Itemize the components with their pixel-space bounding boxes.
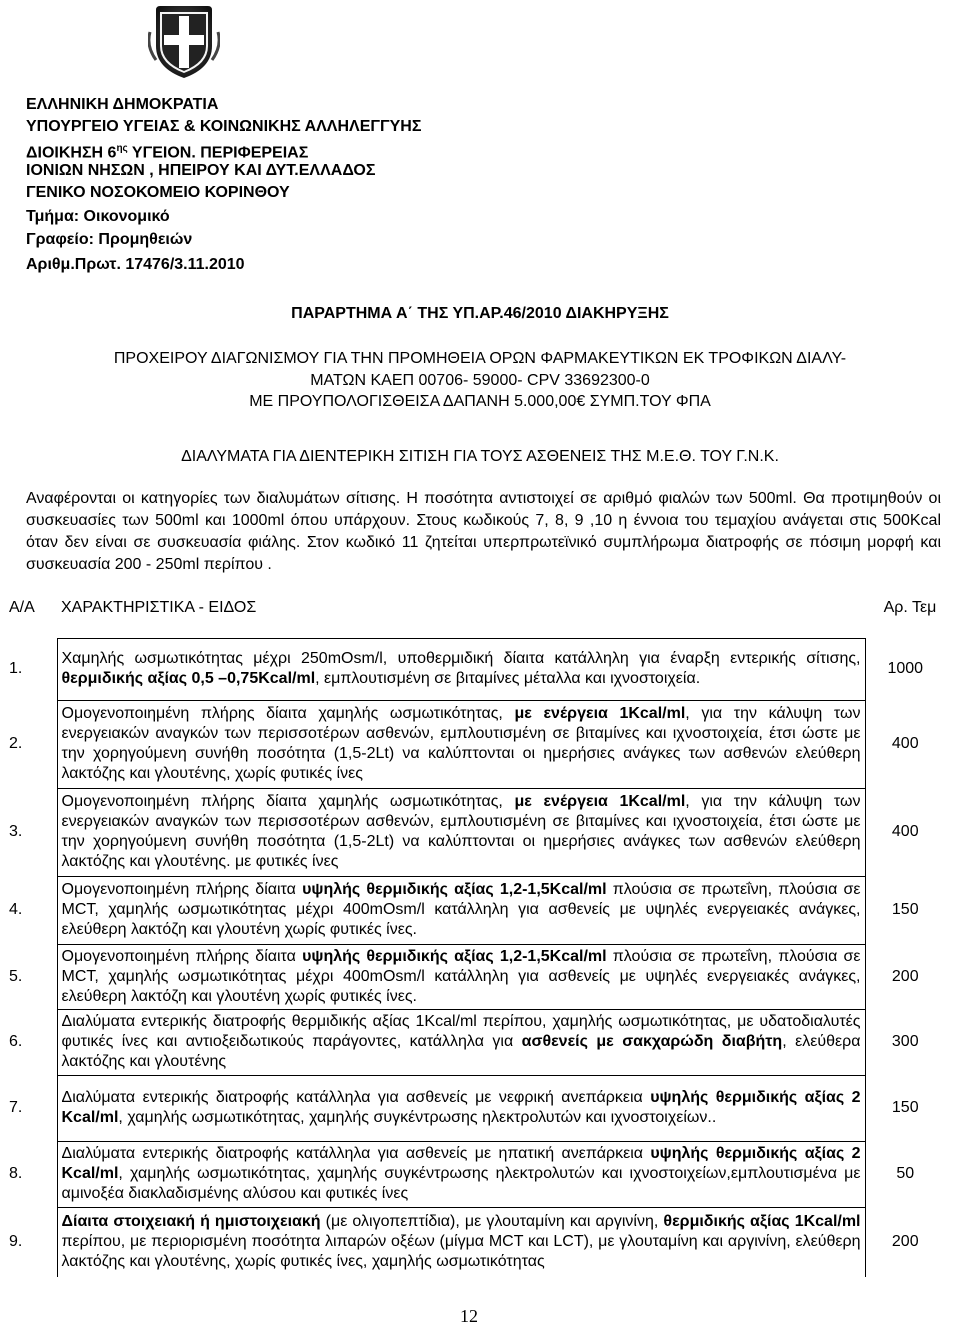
table-row (1, 638, 945, 700)
row-number: 4. (9, 901, 23, 918)
description-text: , χαμηλής ωσμωτικότητας, χαμηλής συγκέντρωσης ηλεκτρολυτών και ιχνοστοιχείων.. (118, 1109, 717, 1126)
hospital-name: ΓΕΝΙΚΟ ΝΟΣΟΚΟΜΕΙΟ ΚΟΡΙΝΘΟΥ (26, 184, 290, 201)
description-text: πλούσια σε πρωτεΐνη, πλούσια σε MCT, χαμηλής ωσμωτικότητας μέχρι 400mOsm/l κατάλληλη για ασθενείς με υψηλές ενεργειακές ανάγκες, ελεύθερη λακτόζη και γλουτένη χωρίς φυτικές ίνες. (61, 881, 861, 938)
description-emphasis: με ενέργεια 1Kcal/ml (514, 793, 686, 810)
table-row (1, 944, 945, 1009)
row-description (57, 1141, 865, 1207)
title-line-3: ΜΕ ΠΡΟΥΠΟΛΟΓΙΣΘΕΙΣΑ ΔΑΠΑΝΗ 5.000,00€ ΣΥΜΠ.ΤΟΥ ΦΠΑ (249, 393, 711, 410)
description-text: (με ολιγοπεπτίδια), με γλουταμίνη και αργινίνη, (320, 1213, 664, 1231)
row-number: 9. (9, 1233, 23, 1250)
table-row (1, 1141, 945, 1207)
row-quantity: 150 (891, 901, 919, 918)
row-number: 7. (9, 1099, 23, 1116)
row-number: 2. (9, 735, 23, 752)
row-number: 3. (9, 823, 23, 840)
department-name: Τμήμα: Οικονομικό (26, 208, 170, 225)
row-number: 5. (9, 967, 23, 985)
description-text: πλούσια σε πρωτεΐνη, πλούσια σε MCT, χαμηλής ωσμωτικότητας μέχρι 400mOsm/l κατάλληλη για ασθενείς με υψηλές ενεργειακές ανάγκες, ελεύθερη λακτόζη και γλουτένη χωρίς φυτικές ίνες. (61, 947, 861, 1005)
table-header-row (1, 597, 945, 638)
description-emphasis: θερμιδικής αξίας 1Kcal/ml (663, 1213, 861, 1231)
table-row (1, 1075, 945, 1141)
table-row (1, 1009, 945, 1075)
subtitle: ΔΙΑΛΥΜΑΤΑ ΓΙΑ ΔΙΕΝΤΕΡΙΚΗ ΣΙΤΙΣΗ ΓΙΑ ΤΟΥΣ ΑΣΘΕΝΕΙΣ ΤΗΣ Μ.Ε.Θ. ΤΟΥ Γ.Ν.Κ. (181, 448, 779, 465)
health-region-suffix: ΥΓΕΙΟΝ. ΠΕΡΙΦΕΡΕΙΑΣ (127, 144, 309, 162)
row-description (57, 700, 865, 788)
ministry-name: ΥΠΟΥΡΓΕΙΟ ΥΓΕΙΑΣ & ΚΟΙΝΩΝΙΚΗΣ ΑΛΛΗΛΕΓΓΥΗΣ (26, 118, 422, 135)
description-text: Διαλύματα εντερικής διατροφής κατάλληλα για ασθενείς με ηπατική ανεπάρκεια (61, 1145, 651, 1162)
row-quantity: 50 (896, 1165, 915, 1182)
description-text: Χαμηλής ωσμωτικότητας μέχρι 250mOsm/l, υποθερμιδική δίαιτα κατάλληλη για έναρξη εντερικής σίτισης, (61, 650, 861, 667)
row-number: 8. (9, 1165, 23, 1182)
row-quantity: 200 (891, 1233, 919, 1250)
description-emphasis: υψηλής θερμιδικής αξίας 2 Kcal/ml (61, 1089, 861, 1126)
description-emphasis: με ενέργεια 1Kcal/ml (514, 705, 686, 722)
country-name: ΕΛΛΗΝΙΚΗ ΔΗΜΟΚΡΑΤΙΑ (26, 96, 219, 113)
title-line-2: ΜΑΤΩΝ ΚΑΕΠ 00706- 59000- CPV 33692300-0 (310, 372, 650, 389)
annex-heading: ΠΑΡΑΡΤΗΜΑ Α΄ ΤΗΣ ΥΠ.ΑΡ.46/2010 ΔΙΑΚΗΡΥΞΗΣ (291, 305, 669, 322)
description-text: Ομογενοποιημένη πλήρης δίαιτα χαμηλής ωσμωτικότητας, (61, 793, 515, 810)
description-text: Διαλύματα εντερικής διατροφής κατάλληλα για ασθενείς με νεφρική ανεπάρκεια (61, 1089, 651, 1106)
header-characteristics: ΧΑΡΑΚΤΗΡΙΣΤΙΚΑ - ΕΙΔΟΣ (61, 599, 257, 616)
row-quantity: 400 (891, 823, 919, 840)
description-emphasis: θερμιδικής αξίας 0,5 –0,75Kcal/ml (61, 670, 316, 687)
row-description (57, 1075, 865, 1141)
row-quantity: 1000 (887, 660, 924, 677)
table-row (1, 876, 945, 944)
row-description (57, 1207, 865, 1277)
description-text: Ομογενοποιημένη πλήρης δίαιτα (61, 881, 303, 898)
table-row (1, 1207, 945, 1277)
table-row (1, 700, 945, 788)
table-row (1, 788, 945, 876)
description-emphasis: υψηλής θερμιδικής αξίας 1,2-1,5Kcal/ml (302, 947, 607, 965)
description-text: περίπου, με περιορισμένη ποσότητα λιπαρών οξέων (μίγμα MCT και LCT), με γλουταμίνη και αργινίνη, ελεύθερη λακτόζης και γλουτένης, χωρίς φυτικές ίνες, χαμηλής ωσμωτικότητας (61, 1233, 861, 1271)
greek-coat-of-arms-icon (148, 2, 220, 82)
items-table (1, 597, 945, 1277)
description-emphasis: υψηλής θερμιδικής αξίας 1,2-1,5Kcal/ml (302, 881, 607, 898)
description-text: , εμπλουτισμένη σε βιταμίνες μέταλλα και ιχνοστοιχεία. (315, 670, 701, 687)
row-number: 1. (9, 660, 23, 677)
description-text: , χαμηλής ωσμωτικότητας, χαμηλής συγκέντρωσης ηλεκτρολυτών και ιχνοστοιχείων,εμπλουτισμένα με αμινοξέα διακλαδισμένης αλύσου και φυτικές ίνες (61, 1165, 861, 1202)
row-description (57, 638, 865, 700)
description-text: Διαλύματα εντερικής διατροφής θερμιδικής αξίας 1Kcal/ml περίπου, χαμηλής ωσμωτικότητας, με υδατοδιαλυτές φυτικές ίνες και αντιοξειδωτικούς παράγοντες, κατάλληλα για (61, 1013, 861, 1050)
description-text: Ομογενοποιημένη πλήρης δίαιτα (61, 947, 303, 965)
row-description (57, 876, 865, 944)
ordinal-suffix: ης (116, 143, 128, 154)
region-name: ΙΟΝΙΩΝ ΝΗΣΩΝ , ΗΠΕΙΡΟΥ ΚΑΙ ΔΥΤ.ΕΛΛΑΔΟΣ (26, 162, 376, 179)
description-emphasis: Δίαιτα στοιχειακή ή ημιστοιχειακή (61, 1213, 321, 1231)
row-description (57, 1009, 865, 1075)
description-text: Ομογενοποιημένη πλήρης δίαιτα χαμηλής ωσμωτικότητας, (61, 705, 515, 722)
row-quantity: 150 (891, 1099, 919, 1116)
row-quantity: 400 (891, 735, 919, 752)
description-text: , για την κάλυψη των ενεργειακών αναγκών των περισσοτέρων ασθενών, εμπλουτισμένη σε βιταμίνες και ιχνοστοιχεία, έτσι ώστε με την χορηγούμενη συνήθη ποσότητα (1,5-2Lt) να καλύπτονται οι ημερήσιες ανάγκες των ασθενών ελεύθερη λακτόζης και γλουτένης, χωρίς φυτικές ίνες (61, 705, 861, 782)
header-quantity: Αρ. Τεμ (883, 599, 937, 616)
row-description (57, 788, 865, 876)
health-region-prefix: ΔΙΟΙΚΗΣΗ 6 (26, 144, 117, 162)
description-text: , για την κάλυψη των ενεργειακών αναγκών των περισσοτέρων ασθενών, εμπλουτισμένη σε βιταμίνες και ιχνοστοιχεία, έτσι ώστε με την χορηγούμενη συνήθη ποσότητα (1,5-2Lt) να καλύπτονται οι ημερήσιες ανάγκες των ασθενών ελεύθερη λακτόζης και γλουτένης. με φυτικές ίνες (61, 793, 861, 870)
description-emphasis: υψηλής θερμιδικής αξίας 2 Kcal/ml (61, 1145, 861, 1182)
page-number: 12 (460, 1306, 478, 1326)
title-line-1: ΠΡΟΧΕΙΡΟΥ ΔΙΑΓΩΝΙΣΜΟΥ ΓΙΑ ΤΗΝ ΠΡΟΜΗΘΕΙΑ ΟΡΩΝ ΦΑΡΜΑΚΕΥΤΙΚΩΝ ΕΚ ΤΡΟΦΙΚΩΝ ΔΙΑΛΥ- (113, 350, 847, 367)
row-quantity: 300 (891, 1033, 919, 1050)
row-number: 6. (9, 1033, 23, 1050)
header-aa: Α/Α (9, 599, 35, 616)
intro-paragraph: Αναφέρονται οι κατηγορίες των διαλυμάτων σίτισης. Η ποσότητα αντιστοιχεί σε αριθμό φιαλών των 500ml. Θα προτιμηθούν οι συσκευασίες των 500ml και 1000ml όπου υπάρχουν. Στους κωδικούς 7, 8, 9 ,10 η έννοια του τεμαχίου ανάγεται στις 500Kcal όταν δεν είναι σε συσκευασία φιάλης. Στον κωδικό 11 ζητείται υπερπρωτεϊνικό συμπλήρωμα διατροφής σε πόσιμη μορφή και συσκευασία 200 - 250ml περίπου . (26, 490, 941, 573)
row-description (57, 944, 865, 1009)
office-name: Γραφείο: Προμηθειών (26, 231, 193, 248)
row-quantity: 200 (891, 967, 919, 985)
protocol-number: Αριθμ.Πρωτ. 17476/3.11.2010 (26, 256, 245, 273)
description-text: , ελεύθερα λακτόζης και γλουτένης (61, 1033, 861, 1070)
description-emphasis: ασθενείς με σακχαρώδη διαβήτη (521, 1033, 783, 1050)
